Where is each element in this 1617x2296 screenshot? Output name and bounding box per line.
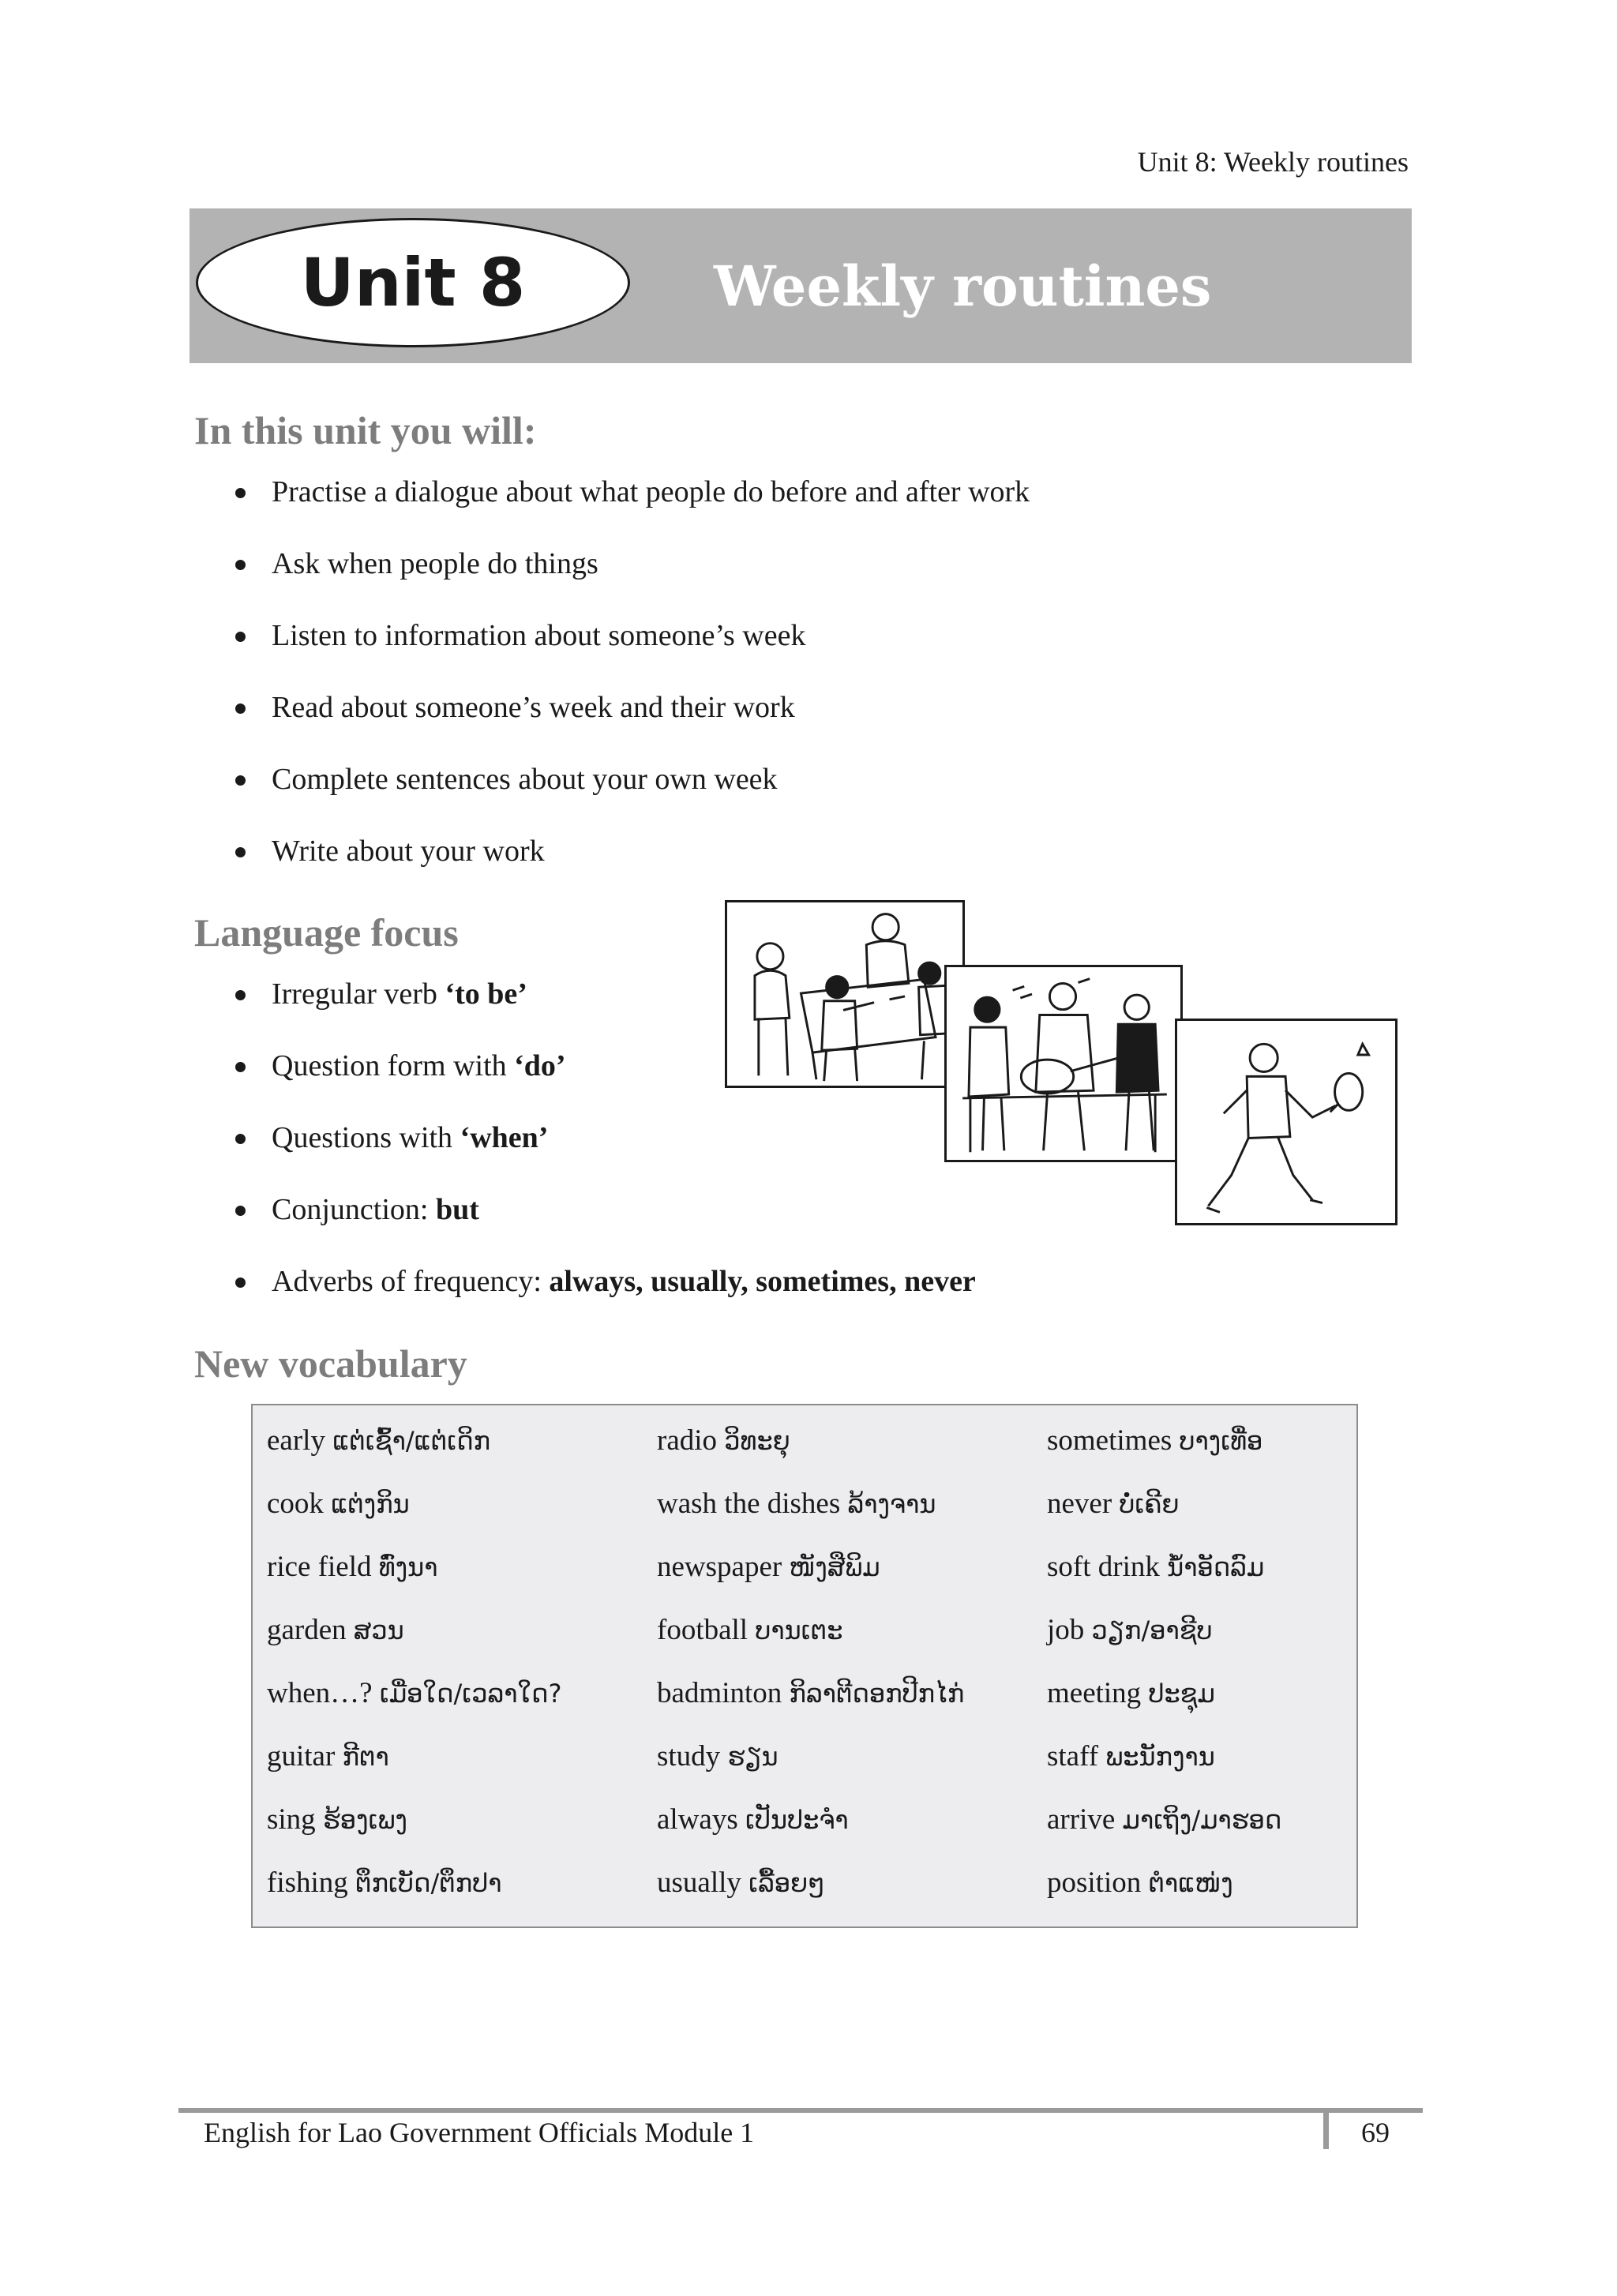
vocab-item: usually ເລື້ອຍໆ	[657, 1866, 825, 1899]
list-item: Irregular verb ‘to be’	[234, 974, 976, 1014]
vocab-item: job ວຽກ/ອາຊີບ	[1047, 1614, 1213, 1646]
vocab-item: soft drink ນ້ຳອັດລົມ	[1047, 1551, 1265, 1583]
vocab-item: wash the dishes ລ້າງຈານ	[657, 1488, 936, 1520]
objectives-heading: In this unit you will:	[194, 408, 537, 452]
vocab-item: when…? ເມື່ອໃດ/ເວລາໃດ?	[267, 1677, 562, 1709]
vocab-item: football ບານເຕະ	[657, 1614, 843, 1646]
list-item: Listen to information about someone’s week	[234, 616, 1030, 655]
music-illustration	[944, 965, 1183, 1162]
vocab-item: sing ຮ້ອງເພງ	[267, 1803, 407, 1836]
vocab-item: arrive ມາເຖິງ/ມາຮອດ	[1047, 1803, 1282, 1836]
list-item: Conjunction: but	[234, 1190, 976, 1229]
vocab-item: badminton ກິລາຕີດອກປີກໄກ່	[657, 1677, 965, 1709]
running-head: Unit 8: Weekly routines	[1137, 146, 1409, 178]
vocab-item: always ເປັນປະຈຳ	[657, 1803, 849, 1836]
unit-number: Unit 8	[196, 218, 630, 347]
language-focus-heading: Language focus	[194, 910, 459, 955]
vocab-item: cook ແຕ່ງກິນ	[267, 1488, 410, 1520]
footer-rule	[178, 2108, 1423, 2113]
list-item: Adverbs of frequency: always, usually, sometimes, never	[234, 1262, 976, 1301]
list-item: Practise a dialogue about what people do before and after work	[234, 472, 1030, 512]
list-item: Ask when people do things	[234, 544, 1030, 583]
unit-banner	[189, 208, 1412, 363]
vocab-item: study ຮຽນ	[657, 1740, 778, 1773]
vocab-item: newspaper ໜັງສືພິມ	[657, 1551, 880, 1583]
vocab-item: staff ພະນັກງານ	[1047, 1740, 1215, 1773]
vocab-item: early ແຕ່ເຊົ້າ/ແຕ່ເດິກ	[267, 1424, 491, 1457]
footer-divider	[1323, 2108, 1329, 2149]
vocab-item: guitar ກີຕາ	[267, 1740, 389, 1773]
list-item: Write about your work	[234, 831, 1030, 871]
list-item: Read about someone’s week and their work	[234, 688, 1030, 727]
vocab-item: position ຕຳແໜ່ງ	[1047, 1866, 1233, 1899]
vocab-item: meeting ປະຊຸມ	[1047, 1677, 1215, 1709]
list-item: Complete sentences about your own week	[234, 760, 1030, 799]
vocab-item: garden ສວນ	[267, 1614, 404, 1646]
vocabulary-box	[251, 1404, 1358, 1928]
vocab-item: never ບໍ່ເຄີຍ	[1047, 1488, 1180, 1520]
meeting-illustration	[725, 900, 965, 1088]
vocab-item: sometimes ບາງເທື່ອ	[1047, 1424, 1263, 1457]
objectives-list	[234, 472, 1030, 903]
badminton-illustration	[1175, 1019, 1398, 1225]
list-item: Questions with ‘when’	[234, 1118, 976, 1157]
footer-title: English for Lao Government Officials Module 1	[204, 2117, 755, 2148]
vocabulary-heading: New vocabulary	[194, 1341, 467, 1386]
list-item: Question form with ‘do’	[234, 1046, 976, 1086]
vocab-item: rice field ທົ່ງນາ	[267, 1551, 438, 1583]
page-number: 69	[1361, 2117, 1390, 2148]
vocab-item: radio ວິທະຍຸ	[657, 1424, 790, 1457]
unit-title: Weekly routines	[714, 253, 1212, 319]
vocabulary-grid	[267, 1421, 1355, 1926]
vocab-item: fishing ຕຶກເບັດ/ຕຶກປາ	[267, 1866, 502, 1899]
